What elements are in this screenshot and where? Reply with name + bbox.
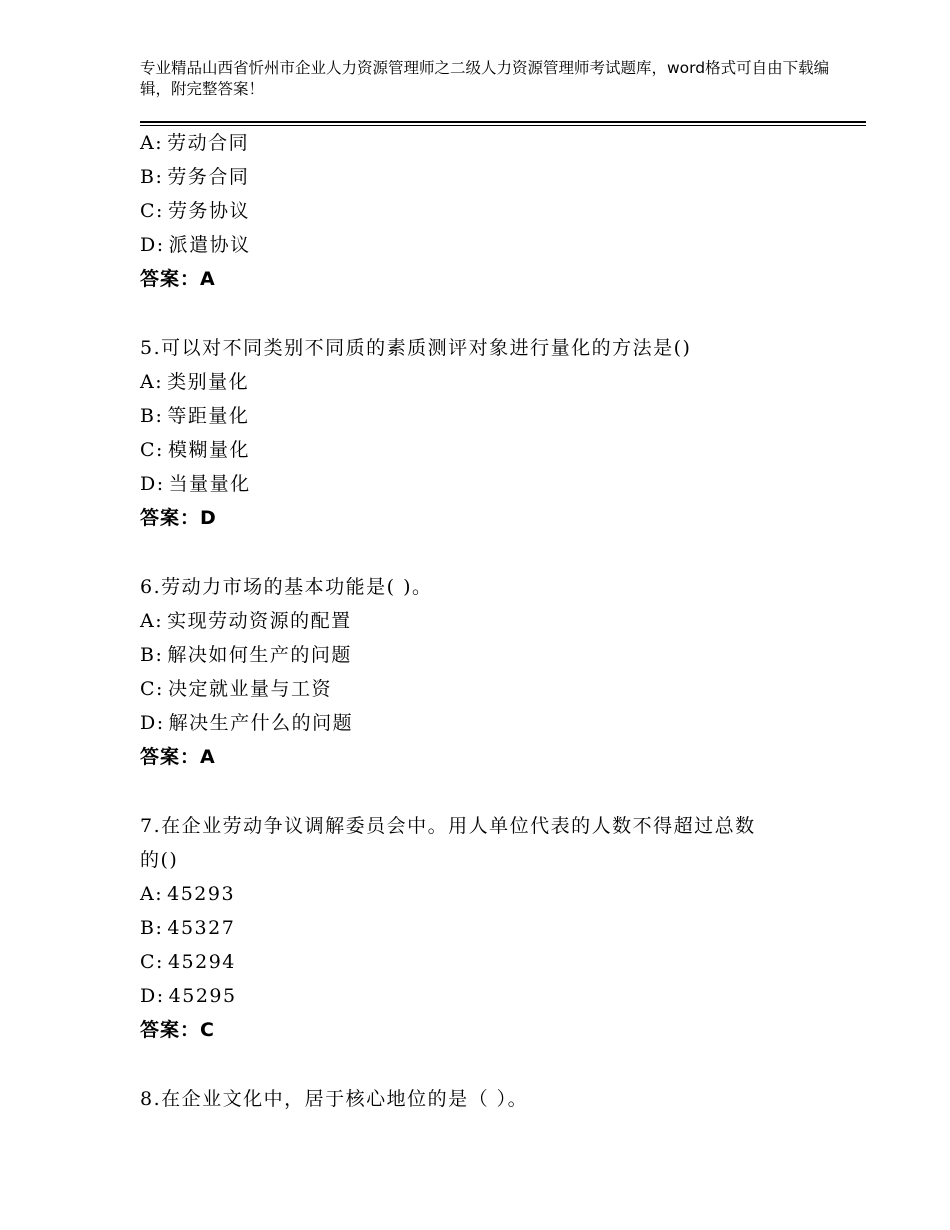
header-divider-thin bbox=[140, 125, 866, 126]
option-c: C: 45294 bbox=[140, 951, 236, 973]
question-stem-line2: 的() bbox=[140, 849, 179, 871]
answer-label: 答案：A bbox=[140, 746, 216, 768]
option-a: A: 45293 bbox=[140, 883, 236, 905]
question-stem: 8.在企业文化中，居于核心地位的是（ ）。 bbox=[140, 1088, 529, 1110]
option-b: B: 劳务合同 bbox=[140, 166, 250, 188]
option-a: A: 实现劳动资源的配置 bbox=[140, 610, 352, 632]
option-a: A: 类别量化 bbox=[140, 371, 250, 393]
question-stem: 5.可以对不同类别不同质的素质测评对象进行量化的方法是() bbox=[140, 337, 692, 359]
answer-label: 答案：A bbox=[140, 268, 216, 290]
option-c: C: 模糊量化 bbox=[140, 439, 250, 461]
option-c: C: 劳务协议 bbox=[140, 200, 250, 222]
answer-label: 答案：C bbox=[140, 1019, 215, 1041]
question-stem: 6.劳动力市场的基本功能是( )。 bbox=[140, 576, 433, 598]
option-d: D: 派遣协议 bbox=[140, 234, 251, 256]
document-header: 专业精品山西省忻州市企业人力资源管理师之二级人力资源管理师考试题库，word格式可自由下载编辑，附完整答案！ bbox=[140, 59, 830, 98]
option-c: C: 决定就业量与工资 bbox=[140, 678, 332, 700]
header-divider-thick bbox=[140, 121, 866, 123]
option-d: D: 当量量化 bbox=[140, 473, 251, 495]
option-b: B: 45327 bbox=[140, 917, 236, 939]
answer-label: 答案：D bbox=[140, 507, 217, 529]
option-b: B: 等距量化 bbox=[140, 405, 250, 427]
question-stem-line1: 7.在企业劳动争议调解委员会中。用人单位代表的人数不得超过总数 bbox=[140, 815, 756, 837]
option-d: D: 解决生产什么的问题 bbox=[140, 712, 354, 734]
option-a: A: 劳动合同 bbox=[140, 132, 250, 154]
option-d: D: 45295 bbox=[140, 985, 237, 1007]
option-b: B: 解决如何生产的问题 bbox=[140, 644, 352, 666]
